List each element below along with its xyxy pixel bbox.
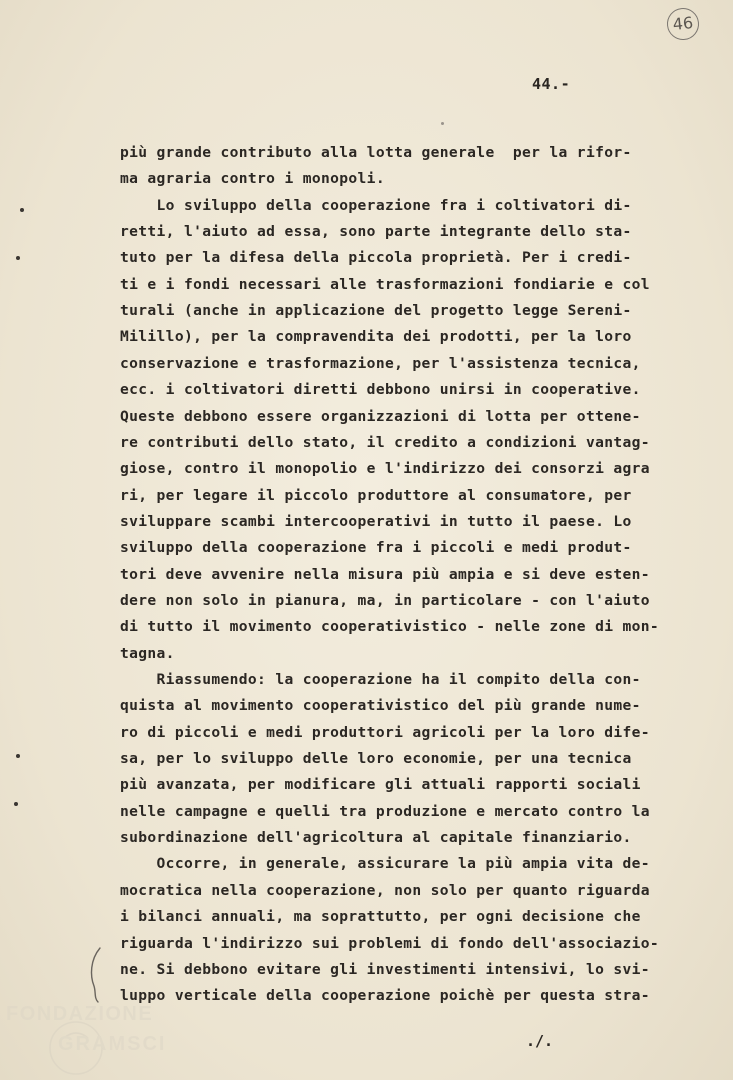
text-line: subordinazione dell'agricoltura al capitale finanziario. — [120, 829, 632, 847]
text-line: ne. Si debbono evitare gli investimenti intensivi, lo svi- — [120, 960, 650, 978]
text-line: turali (anche in applicazione del progetto legge Sereni- — [120, 302, 632, 320]
text-line: sa, per lo sviluppo delle loro economie, per una tecnica — [120, 750, 632, 768]
watermark-line-2: GRAMSCI — [58, 1033, 167, 1055]
text-line: tagna. — [120, 644, 175, 662]
text-line: dere non solo in pianura, ma, in particolare - con l'aiuto — [120, 591, 650, 609]
paper-speck — [441, 122, 444, 125]
text-line: quista al movimento cooperativistico del più grande nume- — [120, 697, 641, 715]
text-line: più grande contributo alla lotta generale per la rifor- — [120, 144, 632, 161]
text-line: sviluppare scambi intercooperativi in tutto il paese. Lo — [120, 512, 632, 530]
archive-number-stamp: 46 — [665, 6, 700, 41]
margin-dot — [16, 256, 20, 260]
text-line: tori deve avvenire nella misura più ampia e si deve esten- — [120, 565, 650, 583]
text-line: mocratica nella cooperazione, non solo per quanto riguarda — [120, 881, 650, 899]
text-line: luppo verticale della cooperazione poichè per questa stra- — [120, 987, 650, 1005]
page-number: 44.- — [532, 75, 571, 93]
text-line: conservazione e trasformazione, per l'assistenza tecnica, — [120, 354, 641, 372]
text-line: di tutto il movimento cooperativistico - nelle zone di mon- — [120, 618, 660, 636]
pencil-bracket-mark — [86, 946, 106, 1004]
text-line: Riassumendo: la cooperazione ha il compito della con- — [120, 671, 641, 688]
text-line: nelle campagne e quelli tra produzione e mercato contro la — [120, 802, 650, 820]
text-line: ro di piccoli e medi produttori agricoli per la loro dife- — [120, 723, 650, 741]
text-line: riguarda l'indirizzo sui problemi di fondo dell'associazio- — [120, 934, 660, 952]
watermark-line-1: FONDAZIONE — [6, 1003, 154, 1025]
text-line: i bilanci annuali, ma soprattutto, per ogni decisione che — [120, 908, 641, 926]
text-line: ti e i fondi necessari alle trasformazioni fondiarie e col — [120, 275, 650, 293]
continuation-mark: ./. — [526, 1032, 554, 1050]
margin-dot — [16, 754, 20, 758]
text-line: ecc. i coltivatori diretti debbono unirsi in cooperative. — [120, 381, 641, 399]
text-line: Milillo), per la compravendita dei prodotti, per la loro — [120, 328, 632, 346]
text-line: sviluppo della cooperazione fra i piccoli e medi produt- — [120, 539, 632, 557]
text-line: ma agraria contro i monopoli. — [120, 170, 385, 188]
text-line: Lo sviluppo della cooperazione fra i coltivatori di- — [120, 196, 632, 214]
text-line: Occorre, in generale, assicurare la più ampia vita de- — [120, 855, 650, 873]
fondazione-gramsci-watermark — [6, 998, 206, 1078]
text-line: ri, per legare il piccolo produttore al consumatore, per — [120, 486, 632, 504]
text-line: re contributi dello stato, il credito a condizioni vantag- — [120, 433, 650, 451]
text-line: Queste debbono essere organizzazioni di lotta per ottene- — [120, 407, 641, 425]
text-line: retti, l'aiuto ad essa, sono parte integrante dello sta- — [120, 223, 632, 241]
text-line: tuto per la difesa della piccola proprietà. Per i credi- — [120, 249, 632, 267]
text-line: giose, contro il monopolio e l'indirizzo dei consorzi agra — [120, 460, 650, 478]
margin-dot — [20, 208, 24, 212]
margin-dot — [14, 802, 18, 806]
text-line: più avanzata, per modificare gli attuali rapporti sociali — [120, 776, 641, 794]
